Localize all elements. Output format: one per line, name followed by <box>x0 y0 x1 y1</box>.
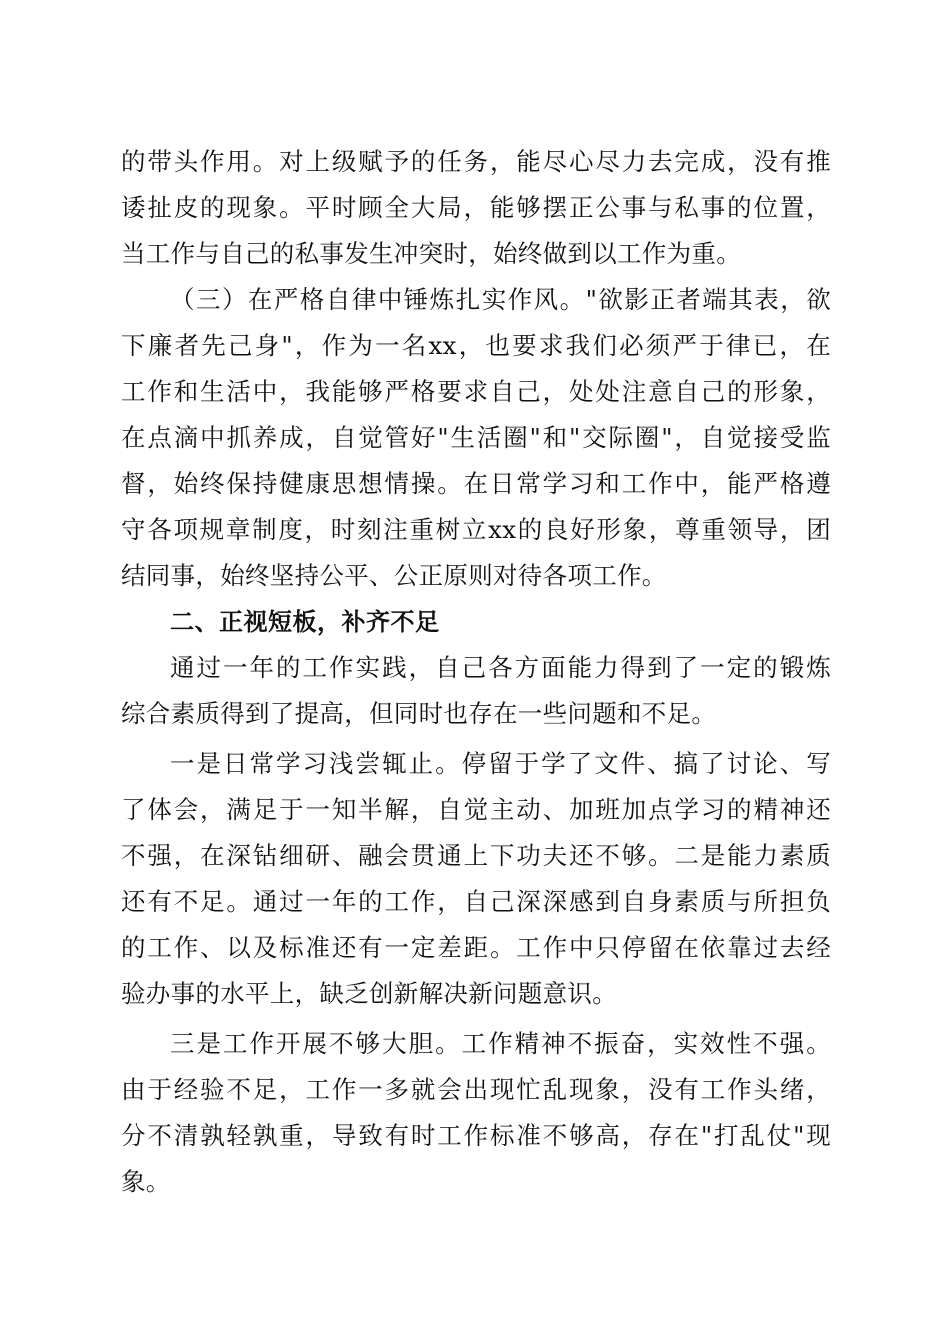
text-line: 结同事，始终坚持公平、公正原则对待各项工作。 <box>121 561 667 590</box>
text-line: 下廉者先己身"，作为一名xx，也要求我们必须严于律已，在 <box>121 331 831 360</box>
text-line: 在点滴中抓养成，自觉管好"生活圈"和"交际圈"，自觉接受监 <box>121 423 831 452</box>
text-line: 的带头作用。对上级赋予的任务，能尽心尽力去完成，没有推 <box>121 147 831 176</box>
text-line: 了体会，满足于一知半解，自觉主动、加班加点学习的精神还 <box>121 795 831 824</box>
text-line: 三是工作开展不够大胆。工作精神不振奋，实效性不强。 <box>170 1029 831 1058</box>
text-line: 由于经验不足，工作一多就会出现忙乱现象，没有工作头绪， <box>121 1075 831 1104</box>
text-line: 综合素质得到了提高，但同时也存在一些问题和不足。 <box>121 699 717 728</box>
text-line: 不强，在深钻细研、融会贯通上下功夫还不够。二是能力素质 <box>121 841 831 870</box>
text-line: 督，始终保持健康思想情操。在日常学习和工作中，能严格遵 <box>121 469 831 498</box>
text-line: 工作和生活中，我能够严格要求自己，处处注意自己的形象， <box>121 377 831 406</box>
text-line: 诿扯皮的现象。平时顾全大局，能够摆正公事与私事的位置， <box>121 193 831 222</box>
text-line: 的工作、以及标准还有一定差距。工作中只停留在依靠过去经 <box>121 933 831 962</box>
text-line: 通过一年的工作实践，自己各方面能力得到了一定的锻炼 <box>170 653 831 682</box>
text-line: 分不清孰轻孰重，导致有时工作标准不够高，存在"打乱仗"现 <box>121 1121 831 1150</box>
text-line: 守各项规章制度，时刻注重树立xx的良好形象，尊重领导，团 <box>121 515 831 544</box>
text-line: 验办事的水平上，缺乏创新解决新问题意识。 <box>121 979 617 1008</box>
text-line: 当工作与自己的私事发生冲突时，始终做到以工作为重。 <box>121 239 741 268</box>
text-line: 象。 <box>121 1167 171 1196</box>
text-line: 还有不足。通过一年的工作，自己深深感到自身素质与所担负 <box>121 887 831 916</box>
text-line: （三）在严格自律中锤炼扎实作风。"欲影正者端其表，欲 <box>170 285 831 314</box>
text-line: 一是日常学习浅尝辄止。停留于学了文件、搞了讨论、写 <box>170 749 831 778</box>
section-heading: 二、正视短板，补齐不足 <box>170 608 440 636</box>
